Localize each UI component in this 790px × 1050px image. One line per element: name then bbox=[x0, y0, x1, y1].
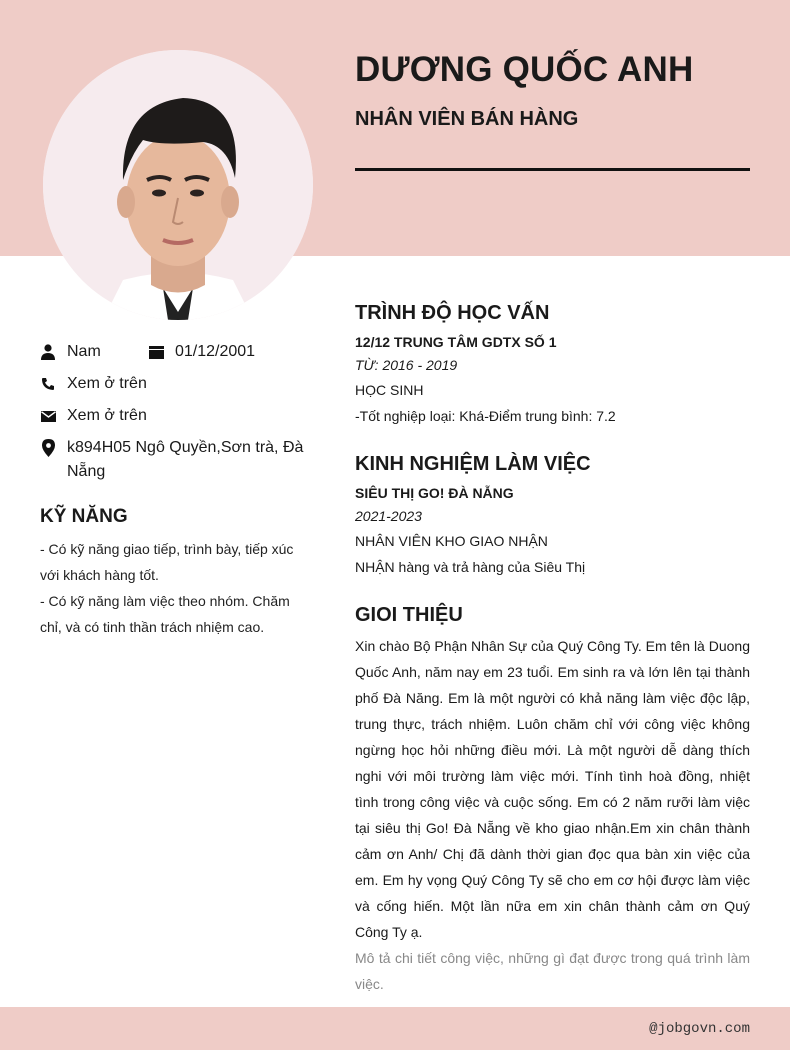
address-value: k894H05 Ngô Quyền,Sơn trà, Đà Nẵng bbox=[67, 439, 304, 480]
phone-row bbox=[40, 372, 315, 396]
education-title: TRÌNH ĐỘ HỌC VẤN bbox=[355, 302, 550, 324]
main-column bbox=[355, 302, 750, 997]
education-school: 12/12 TRUNG TÂM GDTX SỐ 1 bbox=[355, 334, 557, 350]
education-role: HỌC SINH bbox=[355, 382, 424, 398]
portrait-illustration bbox=[43, 50, 313, 320]
address-row bbox=[40, 436, 315, 484]
education-detail: -Tốt nghiệp loại: Khá-Điểm trung bình: 7.2 bbox=[355, 408, 616, 424]
intro-hint: Mô tả chi tiết công việc, những gì đạt được trong quá trình làm việc. bbox=[355, 950, 750, 992]
email-row bbox=[40, 404, 315, 428]
header-divider bbox=[355, 168, 750, 171]
experience-detail: NHẬN hàng và trả hàng của Siêu Thị bbox=[355, 559, 586, 575]
skill-item: - Có kỹ năng giao tiếp, trình bày, tiếp xúc với khách hàng tốt. bbox=[40, 541, 294, 583]
birthdate-row bbox=[148, 340, 298, 364]
footer-watermark: @jobgovn.com bbox=[649, 1021, 750, 1037]
candidate-name: DƯƠNG QUỐC ANH bbox=[355, 50, 694, 89]
profile-photo bbox=[43, 50, 313, 320]
skill-item: - Có kỹ năng làm việc theo nhóm. Chăm chỉ, và có tinh thần trách nhiệm cao. bbox=[40, 593, 290, 635]
intro-title: GIOI THIỆU bbox=[355, 604, 463, 626]
location-icon bbox=[40, 436, 56, 460]
email-icon bbox=[40, 404, 56, 428]
gender-row bbox=[40, 340, 148, 364]
phone-icon bbox=[40, 372, 56, 396]
experience-role: NHÂN VIÊN KHO GIAO NHẬN bbox=[355, 533, 548, 549]
birthdate-value: 01/12/2001 bbox=[175, 343, 256, 360]
job-title: NHÂN VIÊN BÁN HÀNG bbox=[355, 108, 579, 130]
phone-value[interactable]: Xem ở trên bbox=[67, 375, 147, 392]
gender-value: Nam bbox=[67, 343, 101, 360]
experience-title: KINH NGHIỆM LÀM VIỆC bbox=[355, 453, 591, 475]
calendar-icon bbox=[148, 340, 164, 364]
experience-company: SIÊU THỊ GO! ĐÀ NẴNG bbox=[355, 485, 514, 501]
skills-title: KỸ NĂNG bbox=[40, 506, 128, 527]
email-value[interactable]: Xem ở trên bbox=[67, 407, 147, 424]
education-period: TỪ: 2016 - 2019 bbox=[355, 357, 458, 373]
contact-column bbox=[40, 340, 315, 640]
experience-period: 2021-2023 bbox=[355, 508, 422, 524]
gender-birthdate-row bbox=[40, 340, 315, 372]
person-icon bbox=[40, 340, 56, 364]
intro-text: Xin chào Bộ Phận Nhân Sự của Quý Công Ty. Em tên là Duong Quốc Anh, năm nay em 23 tuổi. Em sinh ra và lớn lên tại thành phố Đà Năng. Em là một người có khả năng làm việc độc lập, trung thực, trách nhiệm. Luôn chăm chỉ với công việc không ngừng học hỏi những điều mới. Là một người dễ dàng thích nghi với môi trường làm việc mới. Tính tình hoà đồng, nhiệt tình trong công việc và cuộc sống. Em có 2 năm rưỡi làm việc tại siêu thị Go! Đà Nẵng về kho giao nhận.Em xin chân thành cảm ơn Anh/ Chị đã dành thời gian đọc qua bàn xin việc của em. Em hy vọng Quý Công Ty sẽ cho em cơ hội được làm việc và cống hiến. Một lần nữa em xin chân thành cảm ơn Quý Công Ty ạ. bbox=[355, 638, 750, 940]
